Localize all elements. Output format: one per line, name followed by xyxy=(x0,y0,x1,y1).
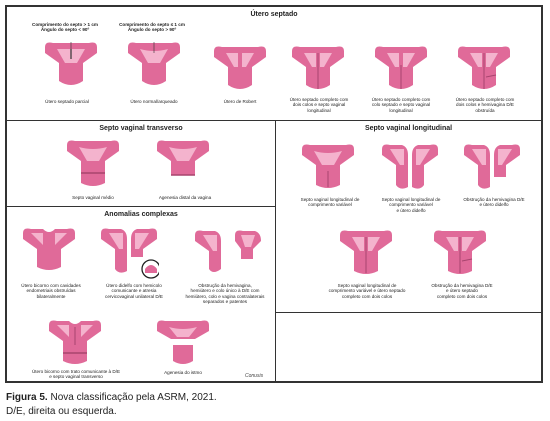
label-septado-colo-septado: Útero septado completo com colo septado e septo vaginal longitudinal xyxy=(371,97,431,113)
panel-title: Útero septado xyxy=(250,11,298,18)
label-agenesia-distal-vagina: Agenesia distal da vagina xyxy=(158,195,212,200)
label-bicorno-obstruido: Útero bicorno com cavidades endometriais obstruídas bilateralmente xyxy=(21,283,81,299)
panel-title: Septo vaginal longitudinal xyxy=(364,125,453,132)
panel-anomalias-complexas xyxy=(6,206,276,382)
label-longitudinal-variavel: Septo vaginal longitudinal de comprimento variável xyxy=(300,197,360,208)
panel-septo-longitudinal xyxy=(275,120,542,313)
label-obstrucao-hemivagina-septado: Obstrução da hemivagina D/E e útero septado completo com dois colos xyxy=(431,283,493,299)
uterus-robert xyxy=(212,45,268,95)
caption-label: Figura 5. xyxy=(6,392,48,403)
label-septo-vaginal-medio: Septo vaginal médio xyxy=(72,195,114,200)
uterus-agenesia-distal-vagina xyxy=(155,139,211,189)
label-longitudinal-didelfo: Septo vaginal longitudinal de comprimento variável e útero didelfo xyxy=(381,197,441,213)
panel-empty xyxy=(275,312,542,382)
panel-title: Septo vaginal transverso xyxy=(99,125,183,132)
figure-caption xyxy=(6,391,217,419)
uterus-septado-hemivagina-obstruida xyxy=(456,45,512,95)
uterus-septo-vaginal-medio xyxy=(65,139,121,189)
figure-frame xyxy=(5,5,543,383)
uterus-septado-colo-septado xyxy=(373,45,429,95)
caption-text: Nova classificação pela ASRM, 2021. xyxy=(47,392,217,403)
uterus-bicorno-obstruido xyxy=(21,227,77,273)
uterus-longitudinal-didelfo xyxy=(380,143,440,191)
panel-septo-transverso xyxy=(6,120,276,207)
panel-utero-septado xyxy=(6,6,542,121)
label-normal-arqueado: Útero normal/arqueado xyxy=(130,99,178,104)
caption-note: D/E, direita ou esquerda. xyxy=(6,406,117,417)
label-longitudinal-septado-completo: Septo vaginal longitudinal de comprimento variável e útero septado completo com dois colos xyxy=(328,283,406,299)
annotation-septo-1: Comprimento do septo > 1 cm Ângulo do septo < 90º xyxy=(32,22,98,33)
uterus-septado-dois-colos xyxy=(290,45,346,95)
uterus-obstrucao-hemivagina-septado xyxy=(432,229,488,277)
uterus-longitudinal-septado-completo xyxy=(338,229,394,277)
label-agenesia-istmo: Agenesia do istmo xyxy=(164,370,202,375)
uterus-bicorno-trato-comunicante xyxy=(47,319,103,367)
label-obstrucao-hemivagina-hemiutero: Obstrução da hemivagina, hemiútero e colo único à D/E com hemiútero, colo e vagina contralaterais separados e patentes xyxy=(185,283,265,305)
conusis-logo: Conusis xyxy=(245,373,264,379)
uterus-normal-arqueado xyxy=(126,39,182,91)
label-septado-dois-colos: Útero septado completo com dois colos e septo vaginal longitudinal xyxy=(289,97,349,113)
uterus-obstrucao-hemivagina-hemiutero xyxy=(193,229,263,275)
label-robert: Útero de Robert xyxy=(223,99,257,104)
label-obstrucao-hemivagina-didelfo: Obstrução da hemivagina D/E e útero didelfo xyxy=(463,197,525,208)
label-septado-parcial: Útero septado parcial xyxy=(45,99,89,104)
uterus-septado-parcial xyxy=(43,39,99,91)
uterus-agenesia-istmo xyxy=(155,319,211,367)
uterus-longitudinal-variavel xyxy=(300,143,356,191)
label-bicorno-trato-comunicante: Útero bicorno com trato comunicante à D/E e septo vaginal transverso xyxy=(31,369,121,380)
uterus-didelfo-hemicolo xyxy=(99,227,159,279)
annotation-septo-2: Comprimento do septo ≤ 1 cm Ângulo do septo > 90º xyxy=(119,22,185,33)
uterus-obstrucao-hemivagina-didelfo xyxy=(462,143,522,191)
panel-title: Anomalias complexas xyxy=(104,211,178,218)
label-septado-hemivagina-obstruida: Útero septado completo com dois colos e hemivagina D/E obstruída xyxy=(455,97,515,113)
label-didelfo-hemicolo: Útero didelfo com hemicolo comunicante e atresia cervicovaginal unilateral D/E xyxy=(105,283,163,299)
